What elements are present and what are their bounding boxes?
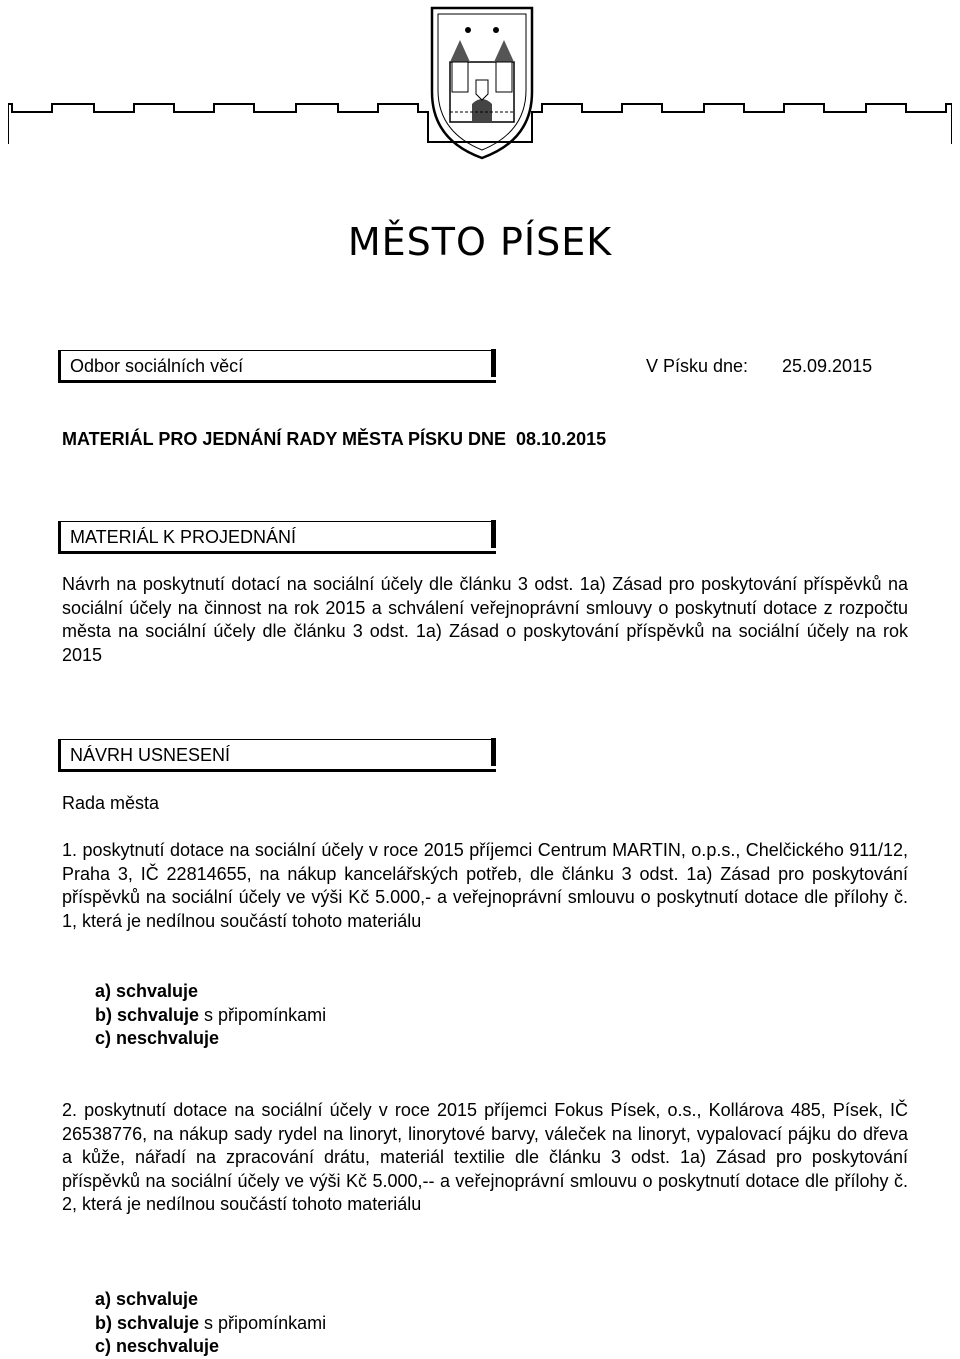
item-2-options — [95, 1288, 326, 1359]
option-approve-with-comments: b) schvaluje s připomínkami — [95, 1004, 327, 1025]
resolution-heading: NÁVRH USNESENÍ — [70, 745, 231, 765]
resolution-heading-box — [58, 739, 491, 769]
material-heading-box — [58, 521, 491, 551]
material-heading: MATERIÁL K PROJEDNÁNÍ — [70, 527, 297, 547]
date-value: 25.09.2015 — [782, 356, 873, 376]
item-1-options — [95, 980, 326, 1051]
department-box — [58, 350, 491, 380]
option-approve-with-comments: b) schvaluje s připomínkami — [95, 1312, 327, 1333]
date-label: V Písku dne: — [646, 356, 749, 376]
resolution-item-2: 2. poskytnutí dotace na sociální účely v roce 2015 příjemci Fokus Písek, o.s., Kollárova 485, Písek, IČ 26538776, na nákup sady rydel na linoryt, linorytové barvy, váleček na linoryt, vypalovací pájku do dřeva a kůže, nářadí na zpracování drátu, materiál textilie dle článku 3 odst. 1a) Zásad pro poskytování příspěvků na sociální účely ve výši Kč 5.000,-- a veřejnoprávní smlouvu o poskytnutí dotace dle přílohy č. 2, která je nedílnou součástí tohoto materiálu — [62, 1100, 908, 1214]
document-title: MATERIÁL PRO JEDNÁNÍ RADY MĚSTA PÍSKU DNE 08.10.2015 — [62, 429, 607, 449]
department-label: Odbor sociálních věcí — [70, 356, 244, 376]
option-approve: a) schvaluje — [95, 981, 199, 1001]
resolution-item-1: 1. poskytnutí dotace na sociální účely v roce 2015 příjemci Centrum MARTIN, o.p.s., Chelčického 911/12, Praha 3, IČ 22814655, na nákup kancelářských potřeb, dle článku 3 odst. 1a) Zásad pro poskytování příspěvků na sociální účely ve výši Kč 5.000,- a veřejnoprávní smlouvu o poskytnutí dotace dle přílohy č. 1, která je nedílnou součástí tohoto materiálu — [62, 840, 908, 931]
option-approve: a) schvaluje — [95, 1289, 199, 1309]
option-reject: c) neschvaluje — [95, 1336, 220, 1356]
material-text: Návrh na poskytnutí dotací na sociální účely dle článku 3 odst. 1a) Zásad pro poskytování příspěvků na sociální účely na činnost na rok 2015 a schválení veřejnoprávní smlouvy o poskytnutí dotace z rozpočtu města na sociální účely dle článku 3 odst. 1a) Zásad o poskytování příspěvků na sociální účely na rok 2015 — [62, 574, 908, 665]
option-reject: c) neschvaluje — [95, 1028, 220, 1048]
council-label: Rada města — [62, 793, 160, 813]
city-name: MĚSTO PÍSEK — [347, 220, 613, 264]
header-rule — [8, 98, 952, 146]
